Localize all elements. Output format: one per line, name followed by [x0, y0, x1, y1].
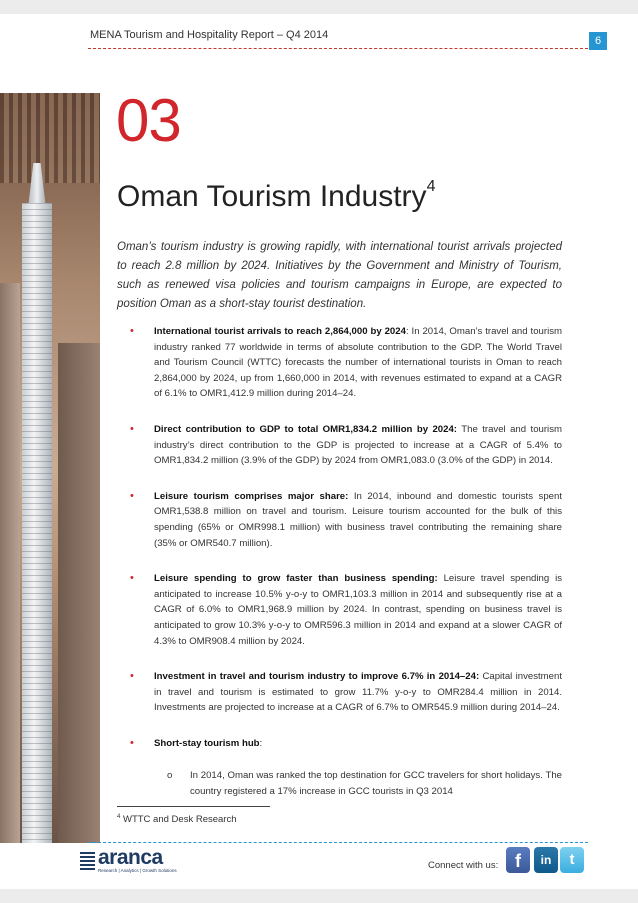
connect-label: Connect with us: [428, 860, 499, 871]
footnote [117, 814, 237, 825]
bullet-icon: • [130, 670, 134, 683]
page-number-badge: 6 [589, 32, 607, 50]
bullet-text: In 2014, inbound and domestic tourists spent OMR1,538.8 million on travel and tourism. Leisure tourism accounted for the bulk of this spending (65% or OMR998.1 million) with business travel contributing the remaining share (35% or OMR540.7 million). [154, 490, 562, 549]
footnote-text: WTTC and Desk Research [122, 814, 237, 826]
bullet-text: : [259, 737, 263, 749]
bullet-text: The travel and tourism industry’s direct contribution to the GDP is projected to increase at a CAGR of 5.4% to OMR1,834.2 million (3.9% of the GDP) by 2024 from OMR1,083.0 (3.0% of the GDP) in 2014. [154, 423, 562, 467]
twitter-icon[interactable]: t [560, 847, 584, 873]
list-item [130, 736, 562, 752]
aranca-logo[interactable] [80, 846, 200, 874]
sub-bullet-list [167, 768, 562, 799]
chapter-number: 03 [116, 87, 181, 154]
page-header [88, 27, 588, 49]
bullet-heading: Short-stay tourism hub [154, 737, 260, 749]
report-title: MENA Tourism and Hospitality Report – Q4 2014 [90, 29, 329, 41]
linkedin-icon[interactable]: in [534, 847, 558, 873]
sub-bullet-text: In 2014, Oman was ranked the top destination for GCC travelers for short holidays. The country registered a 17% increase in GCC tourists in Q3 2014 [190, 770, 562, 797]
list-item [130, 489, 562, 551]
bullet-heading: Leisure spending to grow faster than business spending: [154, 573, 438, 585]
top-margin-bar [0, 0, 638, 14]
bullet-list [130, 324, 562, 771]
footer-divider [88, 842, 588, 843]
bullet-heading: Investment in travel and tourism industry to improve 6.7% in 2014–24: [154, 671, 480, 683]
list-item [130, 571, 562, 649]
chapter-title-text: Oman Tourism Industry [117, 180, 427, 213]
footnote-reference: 4 [426, 178, 436, 195]
bullet-heading: Direct contribution to GDP to total OMR1,834.2 million by 2024: [154, 423, 457, 435]
bullet-text: Capital investment in travel and tourism is estimated to grow 11.7% y-o-y to OMR284.4 million in 2014. Investments are projected to increase at a CAGR of 6.7% to OMR545.9 million during 2014–24. [154, 671, 562, 714]
sub-bullet-marker: o [167, 770, 173, 781]
bullet-text: Leisure travel spending is anticipated to increase 10.5% y-o-y to OMR1,103.3 million in 2014 and subsequently rise at a CAGR of 6.0% to OMR1,968.9 million by 2024. In contrast, spending on business travel is anticipated to grow 10.3% y-o-y to OMR596.3 million in 2014 and expand at a slower CAGR of 4.3% to OMR908.4 million by 2024. [154, 573, 562, 647]
bullet-icon: • [130, 325, 134, 337]
chapter-title [117, 180, 435, 214]
bullet-heading: Leisure tourism comprises major share: [154, 490, 349, 502]
bullet-heading: International tourist arrivals to reach 2,864,000 by 2024 [154, 326, 406, 337]
bottom-margin-bar [0, 889, 638, 903]
footnote-marker: 4 [117, 814, 121, 820]
list-item [130, 324, 562, 402]
logo-tagline: Research | Analytics | Growth Solutions [98, 868, 177, 873]
footnote-divider [117, 806, 270, 807]
bullet-text: : In 2014, Oman’s travel and tourism industry ranked 77 worldwide in terms of absolute contribution to the GDP. The World Travel and Tourism Council (WTTC) forecasts the number of international tourists in Oman to reach 2,864,000 by 2024, up from 1,660,000 in 2014, with revenues estimated to expand at a CAGR of 6.1% to OMR1,412.9 million during 2014–24. [154, 326, 562, 400]
sub-list-item [167, 768, 562, 799]
list-item [130, 669, 562, 716]
bullet-icon: • [130, 572, 134, 585]
bullet-icon: • [130, 489, 134, 502]
bullet-icon: • [130, 736, 134, 749]
logo-text: aranca [98, 846, 163, 869]
logo-mark-icon [80, 850, 95, 870]
intro-paragraph: Oman’s tourism industry is growing rapidly, with international tourist arrivals projected to reach 2.8 million by 2024. Initiatives by the Government and Ministry of Tourism, such as renewed visa policies and tourism campaigns in Europe, are expected to position Oman as a short-stay tourist destination. [117, 241, 562, 310]
list-item [130, 422, 562, 469]
bullet-icon: • [130, 422, 134, 435]
skyline-photo [0, 93, 100, 843]
facebook-icon[interactable]: f [506, 847, 530, 873]
